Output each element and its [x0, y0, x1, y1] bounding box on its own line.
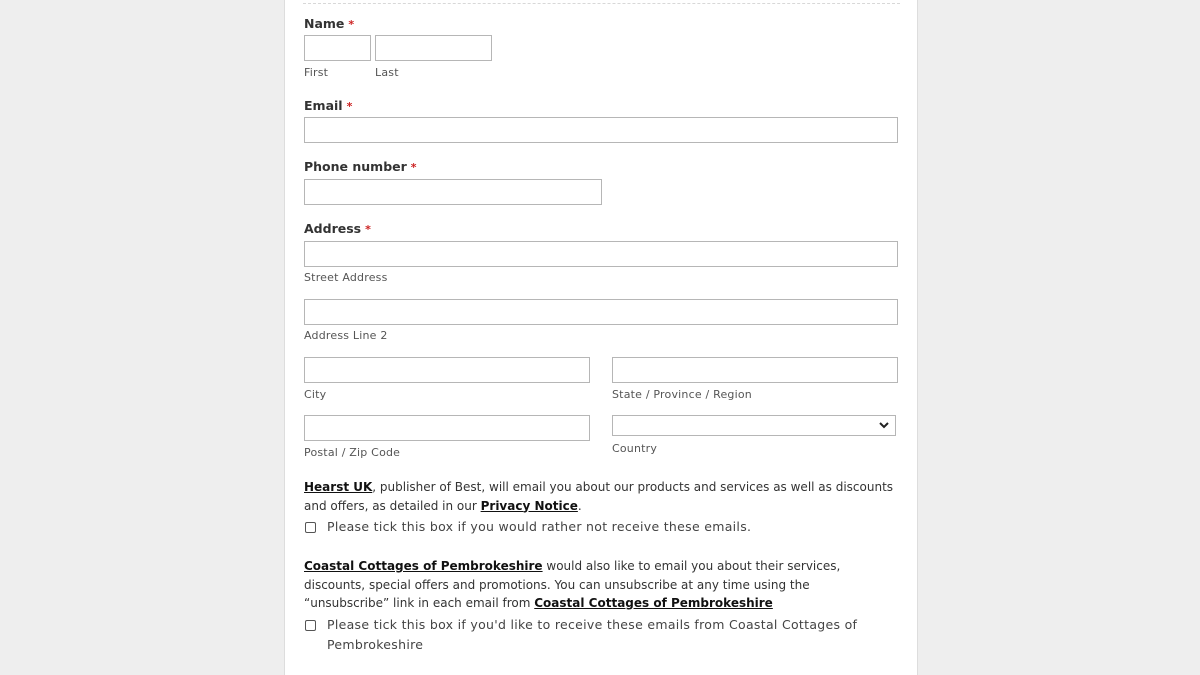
partner-link-2[interactable]: Coastal Cottages of Pembrokeshire [534, 596, 773, 610]
consent-text: would also like to email you about their services, discounts, special offers and promotions. You can unsubscribe at any time using the “unsubscribe” link in each email from [304, 559, 841, 610]
name-label: Name * [304, 16, 355, 31]
state-input[interactable] [612, 357, 898, 383]
first-name-caption: First [304, 66, 329, 79]
required-mark: * [348, 18, 355, 31]
address-line2-input[interactable] [304, 299, 898, 325]
address-label: Address * [304, 221, 371, 236]
email-input[interactable] [304, 117, 898, 143]
country-select[interactable] [612, 415, 896, 436]
required-mark: * [365, 223, 371, 236]
country-caption: Country [612, 442, 658, 455]
consent-notice-partner [304, 557, 894, 613]
partner-link[interactable]: Coastal Cottages of Pembrokeshire [304, 559, 543, 573]
city-caption: City [304, 388, 327, 401]
chevron-down-icon [878, 418, 890, 432]
address-line2-caption: Address Line 2 [304, 329, 388, 342]
opt-out-checkbox-label: Please tick this box if you would rather not receive these emails. [327, 519, 752, 534]
required-mark: * [410, 161, 417, 174]
opt-in-checkbox[interactable] [305, 620, 316, 631]
privacy-notice-link[interactable]: Privacy Notice [480, 498, 578, 513]
opt-in-checkbox-label: Please tick this box if you'd like to receive these emails from Coastal Cottages of Pembrokeshire [327, 617, 858, 652]
email-label: Email * [304, 98, 353, 113]
consent-text: , publisher of Best, will email you about our products and services as well as discounts and offers, as detailed in our [304, 480, 894, 513]
street-address-input[interactable] [304, 241, 898, 267]
street-address-caption: Street Address [304, 271, 388, 284]
hearst-uk-link[interactable]: Hearst UK [304, 480, 373, 494]
postal-code-input[interactable] [304, 415, 590, 441]
last-name-input[interactable] [375, 35, 492, 61]
required-mark: * [346, 100, 353, 113]
first-name-input[interactable] [304, 35, 371, 61]
phone-label: Phone number * [304, 159, 417, 174]
last-name-caption: Last [375, 66, 399, 79]
phone-input[interactable] [304, 179, 602, 205]
consent-notice-hearst [304, 478, 904, 515]
divider [303, 3, 900, 4]
city-input[interactable] [304, 357, 590, 383]
consent-text-end: . [577, 498, 582, 513]
opt-out-checkbox[interactable] [305, 522, 316, 533]
postal-code-caption: Postal / Zip Code [304, 446, 401, 459]
state-caption: State / Province / Region [612, 388, 752, 401]
